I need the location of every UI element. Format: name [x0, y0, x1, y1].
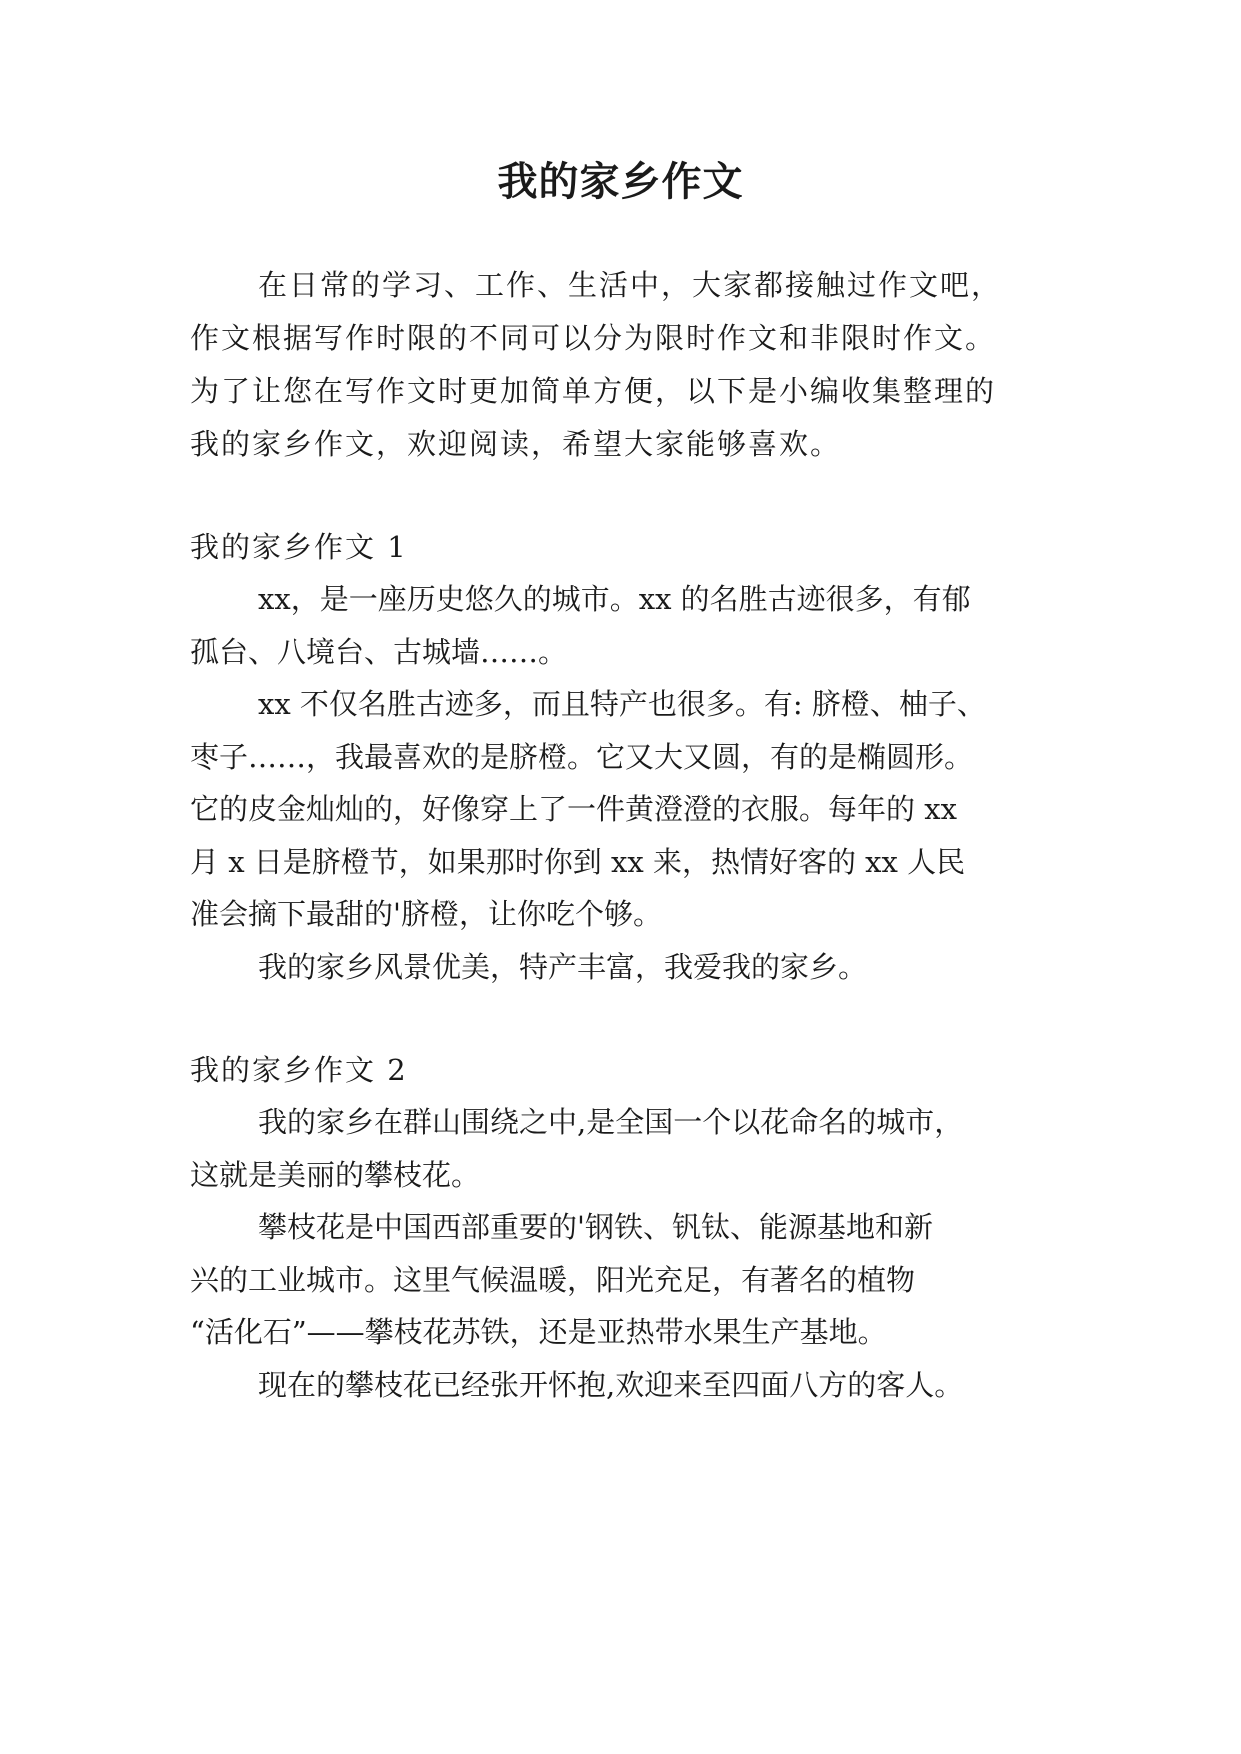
document-title: 我的家乡作文: [497, 158, 744, 205]
essay-2-paragraph-line: “活化石”——攀枝花苏铁，还是亚热带水果生产基地。: [190, 1315, 887, 1349]
intro-line: 在日常的学习、工作、生活中，大家都接触过作文吧，: [258, 268, 1003, 302]
essay-2-paragraph-line: 现在的攀枝花已经张开怀抱,欢迎来至四面八方的客人。: [258, 1368, 964, 1402]
essay-1-paragraph-line: xx，是一座历史悠久的城市。xx 的名胜古迹很多，有郁: [258, 582, 971, 616]
intro-line: 作文根据写作时限的不同可以分为限时作文和非限时作文。: [190, 321, 997, 355]
essay-1-paragraph-line: 枣子……，我最喜欢的是脐橙。它又大又圆，有的是椭圆形。: [190, 740, 974, 774]
essay-2-paragraph-line: 攀枝花是中国西部重要的'钢铁、钒钛、能源基地和新: [258, 1210, 933, 1244]
essay-1-heading: 我的家乡作文 1: [190, 530, 408, 564]
essay-1-paragraph-line: 我的家乡风景优美，特产丰富，我爱我的家乡。: [258, 950, 868, 984]
essay-1-paragraph-line: xx 不仅名胜古迹多，而且特产也很多。有: 脐橙、柚子、: [258, 687, 986, 721]
essay-2-paragraph-line: 这就是美丽的攀枝花。: [190, 1158, 481, 1192]
essay-1-paragraph-line: 准会摘下最甜的'脐橙，让你吃个够。: [190, 897, 662, 931]
essay-1-paragraph-line: 孤台、八境台、古城墙……。: [190, 635, 568, 669]
essay-2-heading: 我的家乡作文 2: [190, 1053, 408, 1087]
essay-1-paragraph-line: 月 x 日是脐橙节，如果那时你到 xx 来，热情好客的 xx 人民: [190, 845, 966, 879]
essay-2-paragraph-line: 我的家乡在群山围绕之中,是全国一个以花命名的城市，: [258, 1105, 964, 1139]
essay-2-paragraph-line: 兴的工业城市。这里气候温暖，阳光充足，有著名的植物: [190, 1263, 916, 1297]
intro-line: 为了让您在写作文时更加简单方便，以下是小编收集整理的: [190, 374, 997, 408]
intro-line: 我的家乡作文，欢迎阅读，希望大家能够喜欢。: [190, 427, 842, 461]
essay-1-paragraph-line: 它的皮金灿灿的，好像穿上了一件黄澄澄的衣服。每年的 xx: [190, 792, 957, 826]
